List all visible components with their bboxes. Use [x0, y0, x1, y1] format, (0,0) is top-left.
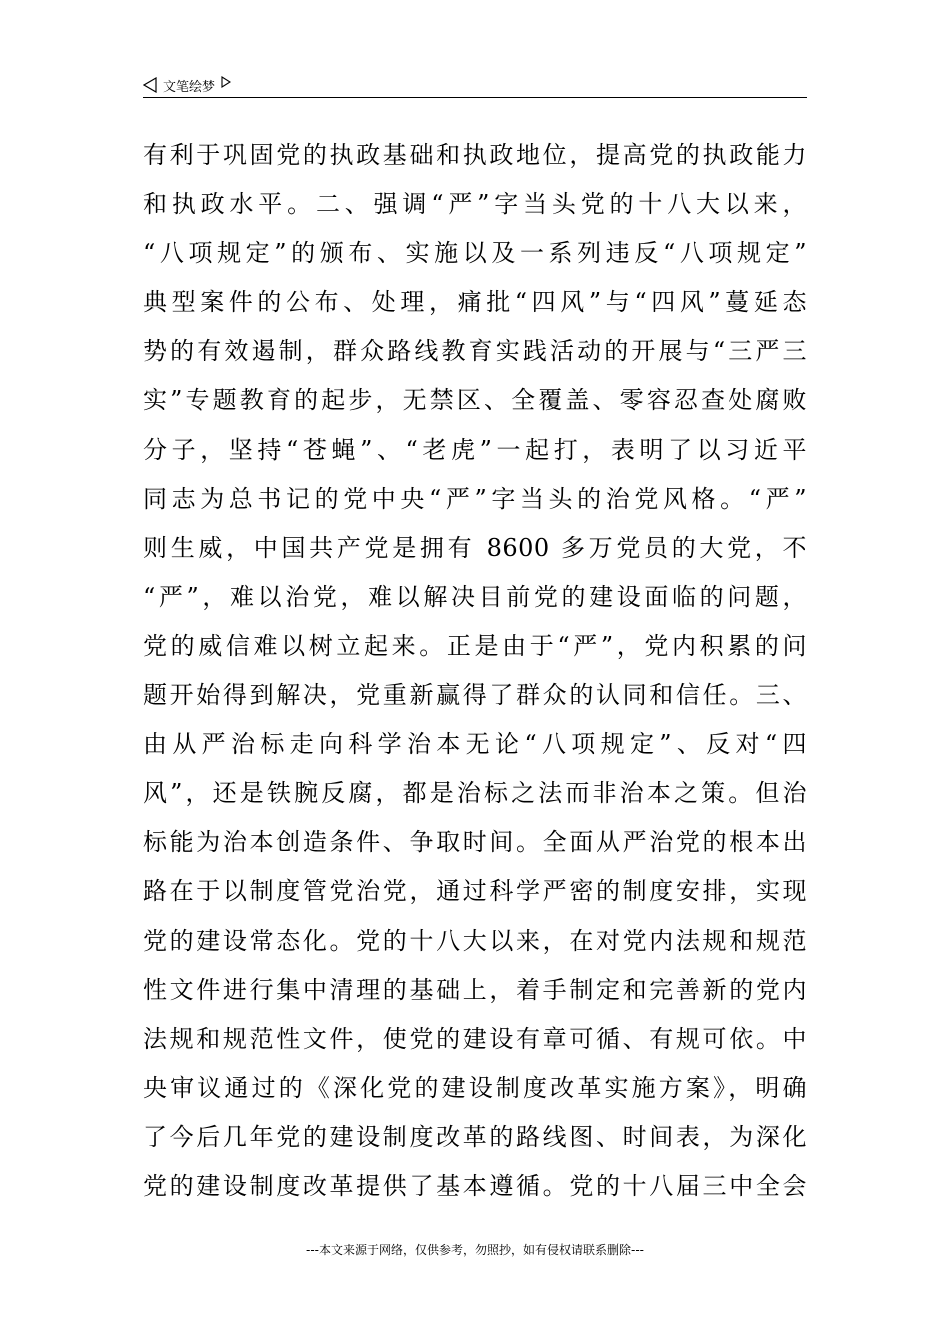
- body-line: 路在于以制度管党治党，通过科学严密的制度安排，实现: [143, 877, 807, 906]
- header-title: 文笔绘梦: [163, 79, 216, 95]
- triangle-right-outline-icon: [221, 76, 231, 88]
- document-body: [143, 131, 807, 1211]
- body-line: 典型案件的公布、处理，痛批“四风”与“四风”蔓延态: [143, 288, 807, 317]
- body-line: 法规和规范性文件，使党的建设有章可循、有规可依。中: [143, 1024, 807, 1053]
- footer-disclaimer: ---本文来源于网络，仅供参考，勿照抄，如有侵权请联系删除---: [306, 1243, 644, 1257]
- body-line: 势的有效遏制，群众路线教育实践活动的开展与“三严三: [143, 337, 807, 366]
- body-line: 和执政水平。二、强调“严”字当头党的十八大以来，: [143, 190, 807, 219]
- body-line: 题开始得到解决，党重新赢得了群众的认同和信任。三、: [143, 681, 807, 710]
- triangle-left-outline-icon: [143, 77, 157, 93]
- body-line: 标能为治本创造条件、争取时间。全面从严治党的根本出: [143, 828, 807, 857]
- body-line: 央审议通过的《深化党的建设制度改革实施方案》，明确: [143, 1073, 807, 1102]
- body-line: 实”专题教育的起步，无禁区、全覆盖、零容忍查处腐败: [143, 386, 807, 415]
- body-line: 党的建设制度改革提供了基本遵循。党的十八届三中全会: [143, 1171, 807, 1200]
- body-line: “八项规定”的颁布、实施以及一系列违反“八项规定”: [143, 239, 807, 268]
- body-line: 性文件进行集中清理的基础上，着手制定和完善新的党内: [143, 975, 807, 1004]
- body-line: 由从严治标走向科学治本无论“八项规定”、反对“四: [143, 730, 807, 759]
- body-line: 则生威，中国共产党是拥有 8600 多万党员的大党，不: [143, 533, 807, 562]
- body-line: 同志为总书记的党中央“严”字当头的治党风格。“严”: [143, 484, 807, 513]
- body-line: “严”，难以治党，难以解决目前党的建设面临的问题，: [143, 582, 807, 611]
- body-line: 了今后几年党的建设制度改革的路线图、时间表，为深化: [143, 1122, 807, 1151]
- body-line: 有利于巩固党的执政基础和执政地位，提高党的执政能力: [143, 141, 807, 169]
- body-line: 党的威信难以树立起来。正是由于“严”，党内积累的问: [143, 631, 807, 660]
- page-header: [143, 72, 807, 98]
- header-divider: [143, 97, 807, 98]
- body-line: 风”，还是铁腕反腐，都是治标之法而非治本之策。但治: [143, 779, 807, 808]
- body-line: 分子，坚持“苍蝇”、“老虎”一起打，表明了以习近平: [143, 435, 807, 464]
- body-line: 党的建设常态化。党的十八大以来，在对党内法规和规范: [143, 926, 807, 955]
